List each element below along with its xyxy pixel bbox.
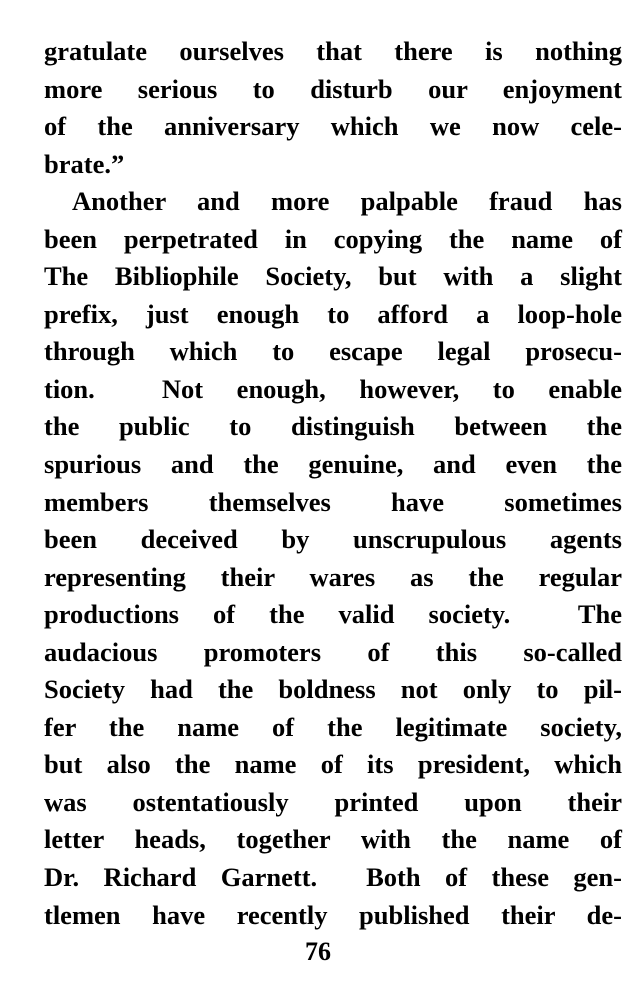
text-line: was ostentatiously printed upon their	[44, 786, 622, 817]
text-line: brate.”	[44, 148, 125, 179]
text-line: tion. Not enough, however, to enable	[44, 373, 622, 404]
text-line: the public to distinguish between the	[44, 411, 622, 442]
text-line: spurious and the genuine, and even the	[44, 449, 622, 480]
text-line: audacious promoters of this so-called	[44, 636, 622, 667]
text-line: been deceived by unscrupulous agents	[44, 524, 622, 555]
text-line: tlemen have recently published their de-	[44, 899, 622, 930]
body-text	[44, 33, 622, 934]
page-number: 76	[305, 937, 331, 966]
text-line: but also the name of its president, which	[44, 749, 622, 780]
text-line: members themselves have sometimes	[44, 486, 622, 517]
text-line: more serious to disturb our enjoyment	[44, 73, 622, 104]
text-line: been perpetrated in copying the name of	[44, 223, 622, 254]
text-line: representing their wares as the regular	[44, 561, 622, 592]
text-line: prefix, just enough to afford a loop-hole	[44, 298, 622, 329]
text-line: through which to escape legal prosecu-	[44, 336, 622, 367]
text-line: Another and more palpable fraud has	[72, 186, 622, 217]
text-line: Dr. Richard Garnett. Both of these gen-	[44, 862, 622, 893]
text-line: of the anniversary which we now cele-	[44, 111, 622, 142]
text-line: letter heads, together with the name of	[44, 824, 622, 855]
text-line: The Bibliophile Society, but with a slight	[44, 261, 622, 292]
text-line: Society had the boldness not only to pil-	[44, 674, 622, 705]
text-line: gratulate ourselves that there is nothing	[44, 36, 622, 66]
text-line: fer the name of the legitimate society,	[44, 711, 622, 742]
text-line: productions of the valid society. The	[44, 599, 622, 630]
